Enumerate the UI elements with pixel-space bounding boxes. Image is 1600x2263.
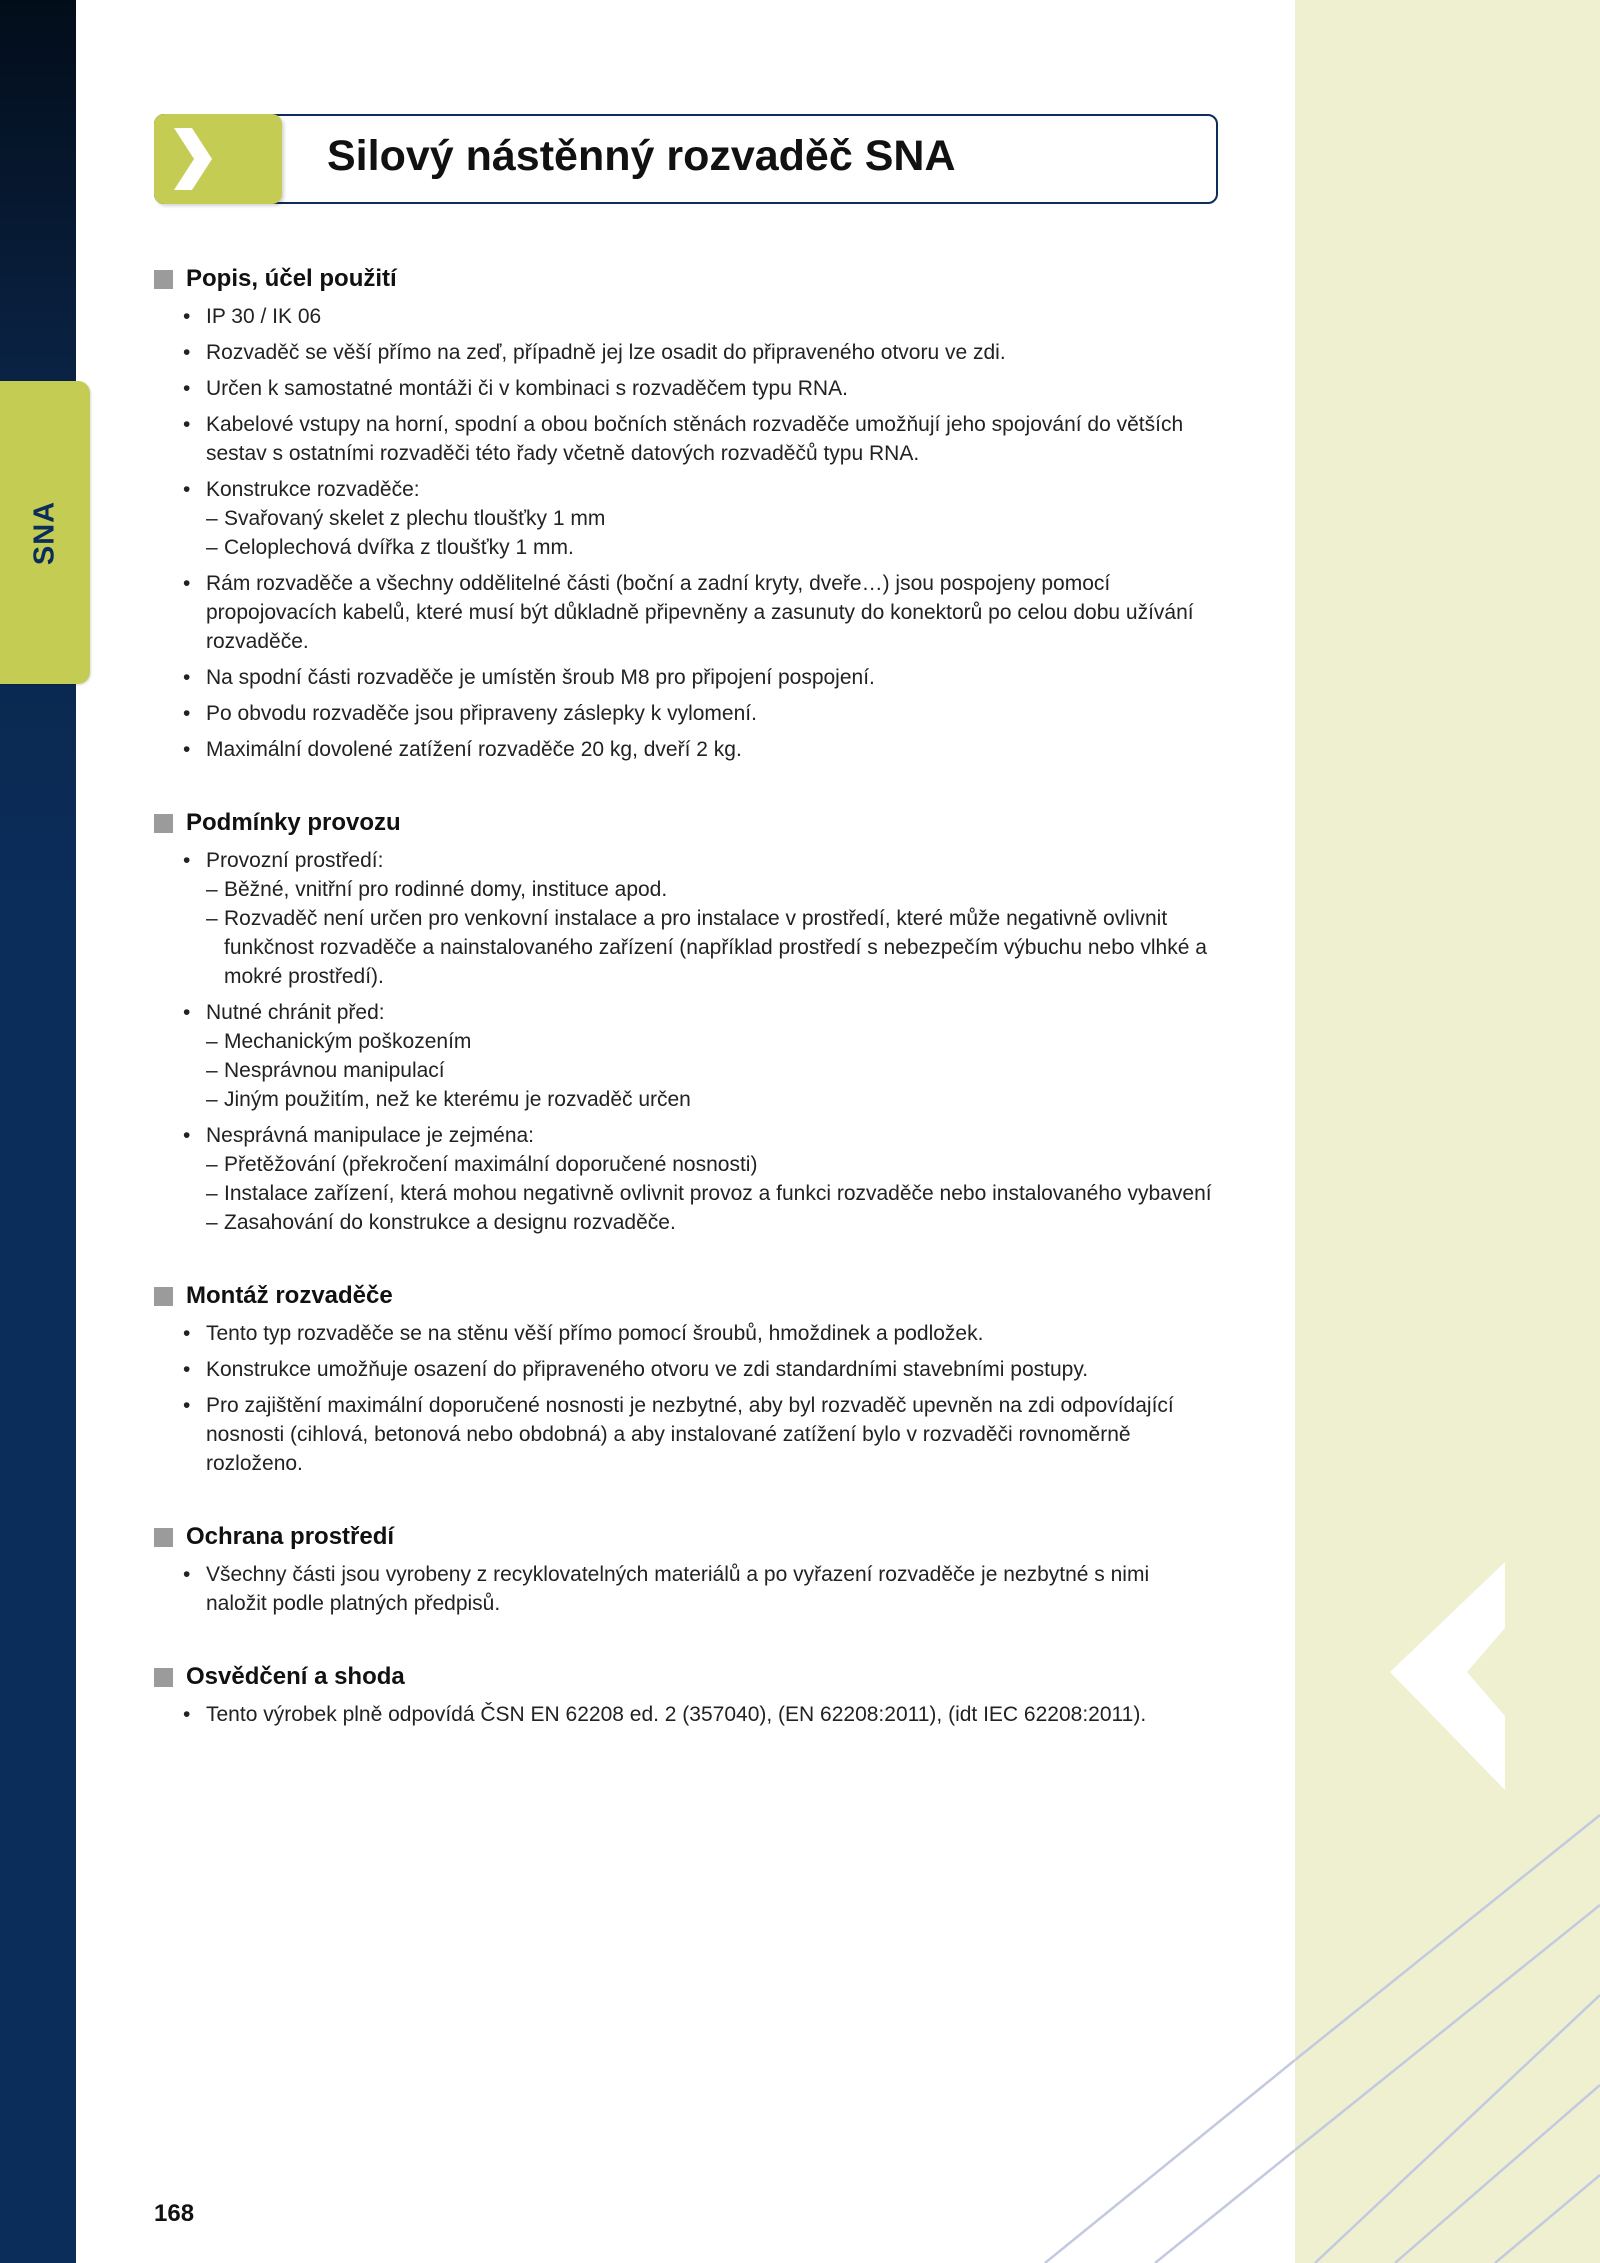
sub-list-item: – Přetěžování (překročení maximální doporučené nosnosti) bbox=[206, 1150, 1214, 1179]
list-item-text: • Konstrukce rozvaděče: bbox=[206, 478, 420, 501]
right-decor-panel bbox=[1295, 0, 1600, 2263]
section bbox=[154, 260, 1214, 764]
list-item bbox=[154, 338, 1214, 367]
sub-list-item: – Běžné, vnitřní pro rodinné domy, instituce apod. bbox=[206, 875, 1214, 904]
list-item-text: • Provozní prostředí: bbox=[206, 849, 384, 872]
list-item-text: • Po obvodu rozvaděče jsou připraveny záslepky k vylomení. bbox=[206, 702, 757, 725]
section bbox=[154, 1658, 1214, 1729]
chevron-left-icon bbox=[1295, 0, 1600, 2263]
list-item-text: • IP 30 / IK 06 bbox=[206, 305, 322, 328]
section bbox=[154, 1518, 1214, 1618]
section bbox=[154, 804, 1214, 1237]
square-bullet-icon bbox=[154, 1668, 173, 1687]
section-header bbox=[154, 1518, 1214, 1556]
sub-list bbox=[206, 504, 1214, 562]
list-item bbox=[154, 1560, 1214, 1618]
section-header bbox=[154, 1658, 1214, 1696]
list-item bbox=[154, 998, 1214, 1114]
sub-list bbox=[206, 1027, 1214, 1114]
sub-list-item: – Svařovaný skelet z plechu tloušťky 1 mm bbox=[206, 504, 1214, 533]
section-header bbox=[154, 804, 1214, 842]
content bbox=[154, 260, 1214, 1769]
list-item-text: • Určen k samostatné montáži či v kombinaci s rozvaděčem typu RNA. bbox=[206, 377, 848, 400]
list-item-text: • Nutné chránit před: bbox=[206, 1001, 385, 1024]
section-title: Podmínky provozu bbox=[186, 809, 401, 836]
page-number: 168 bbox=[154, 2200, 195, 2227]
list-item-text: • Konstrukce umožňuje osazení do připraveného otvoru ve zdi standardními stavebními postupy. bbox=[206, 1358, 1089, 1381]
section-header bbox=[154, 1277, 1214, 1315]
list-item-text: • Tento typ rozvaděče se na stěnu věší přímo pomocí šroubů, hmoždinek a podložek. bbox=[206, 1322, 984, 1345]
list-item bbox=[154, 410, 1214, 468]
list-item bbox=[154, 663, 1214, 692]
sub-list-item: – Celoplechová dvířka z tloušťky 1 mm. bbox=[206, 533, 1214, 562]
square-bullet-icon bbox=[154, 270, 173, 289]
chevron-right-icon bbox=[172, 128, 264, 190]
list-item bbox=[154, 475, 1214, 562]
sub-list-item: – Nesprávnou manipulací bbox=[206, 1056, 1214, 1085]
side-tab-label: SNA bbox=[28, 500, 61, 565]
list-item bbox=[154, 374, 1214, 403]
bullet-list bbox=[154, 1319, 1214, 1478]
list-item bbox=[154, 302, 1214, 331]
title-arrow-box bbox=[154, 114, 282, 204]
square-bullet-icon bbox=[154, 1528, 173, 1547]
list-item bbox=[154, 846, 1214, 991]
list-item-text: • Maximální dovolené zatížení rozvaděče 20 kg, dveří 2 kg. bbox=[206, 738, 742, 761]
list-item bbox=[154, 735, 1214, 764]
page-title: Silový nástěnný rozvaděč SNA bbox=[327, 132, 956, 180]
list-item-text: • Pro zajištění maximální doporučené nosnosti je nezbytné, aby byl rozvaděč upevněn na zdi odpovídající nosnosti (cihlová, betonová nebo obdobná) a aby instalované zatížení bylo v rozvaděči rovnoměrně rozloženo. bbox=[206, 1394, 1174, 1475]
list-item bbox=[154, 1319, 1214, 1348]
square-bullet-icon bbox=[154, 1287, 173, 1306]
list-item-text: • Na spodní části rozvaděče je umístěn šroub M8 pro připojení pospojení. bbox=[206, 666, 875, 689]
list-item-text: • Všechny části jsou vyrobeny z recyklovatelných materiálů a po vyřazení rozvaděče je nezbytné s nimi naložit podle platných předpisů. bbox=[206, 1563, 1150, 1615]
sub-list bbox=[206, 1150, 1214, 1237]
list-item bbox=[154, 699, 1214, 728]
section-title: Montáž rozvaděče bbox=[186, 1282, 393, 1309]
sub-list bbox=[206, 875, 1214, 991]
list-item bbox=[154, 1391, 1214, 1478]
list-item-text: • Tento výrobek plně odpovídá ČSN EN 62208 ed. 2 (357040), (EN 62208:2011), (idt IEC 62208:2011). bbox=[206, 1703, 1147, 1726]
square-bullet-icon bbox=[154, 814, 173, 833]
section bbox=[154, 1277, 1214, 1478]
bullet-list bbox=[154, 302, 1214, 764]
bullet-list bbox=[154, 1560, 1214, 1618]
bullet-list bbox=[154, 846, 1214, 1237]
list-item-text: • Rám rozvaděče a všechny oddělitelné části (boční a zadní kryty, dveře…) jsou pospojeny pomocí propojovacích kabelů, které musí být důkladně připevněny a zasunuty do konektorů po celou dobu užívání rozvaděče. bbox=[206, 572, 1194, 653]
section-title: Popis, účel použití bbox=[186, 265, 397, 292]
list-item bbox=[154, 1121, 1214, 1237]
sub-list-item: – Mechanickým poškozením bbox=[206, 1027, 1214, 1056]
section-title: Ochrana prostředí bbox=[186, 1523, 395, 1550]
section-header bbox=[154, 260, 1214, 298]
list-item bbox=[154, 1355, 1214, 1384]
bullet-list bbox=[154, 1700, 1214, 1729]
list-item-text: • Rozvaděč se věší přímo na zeď, případně jej lze osadit do připraveného otvoru ve zdi. bbox=[206, 341, 1006, 364]
list-item-text: • Kabelové vstupy na horní, spodní a obou bočních stěnách rozvaděče umožňují jeho spojování do větších sestav s ostatními rozvaděči této řady včetně datových rozvaděčů typu RNA. bbox=[206, 413, 1184, 465]
list-item-text: • Nesprávná manipulace je zejména: bbox=[206, 1124, 535, 1147]
sub-list-item: – Jiným použitím, než ke kterému je rozvaděč určen bbox=[206, 1085, 1214, 1114]
section-title: Osvědčení a shoda bbox=[186, 1663, 405, 1690]
sub-list-item: – Rozvaděč není určen pro venkovní instalace a pro instalace v prostředí, které může negativně ovlivnit funkčnost rozvaděče a nainstalovaného zařízení (například prostředí s nebezpečím výbuchu nebo vlhké a mokré prostředí). bbox=[206, 904, 1214, 991]
list-item bbox=[154, 569, 1214, 656]
sub-list-item: – Zasahování do konstrukce a designu rozvaděče. bbox=[206, 1208, 1214, 1237]
list-item bbox=[154, 1700, 1214, 1729]
sub-list-item: – Instalace zařízení, která mohou negativně ovlivnit provoz a funkci rozvaděče nebo instalovaného vybavení bbox=[206, 1179, 1214, 1208]
